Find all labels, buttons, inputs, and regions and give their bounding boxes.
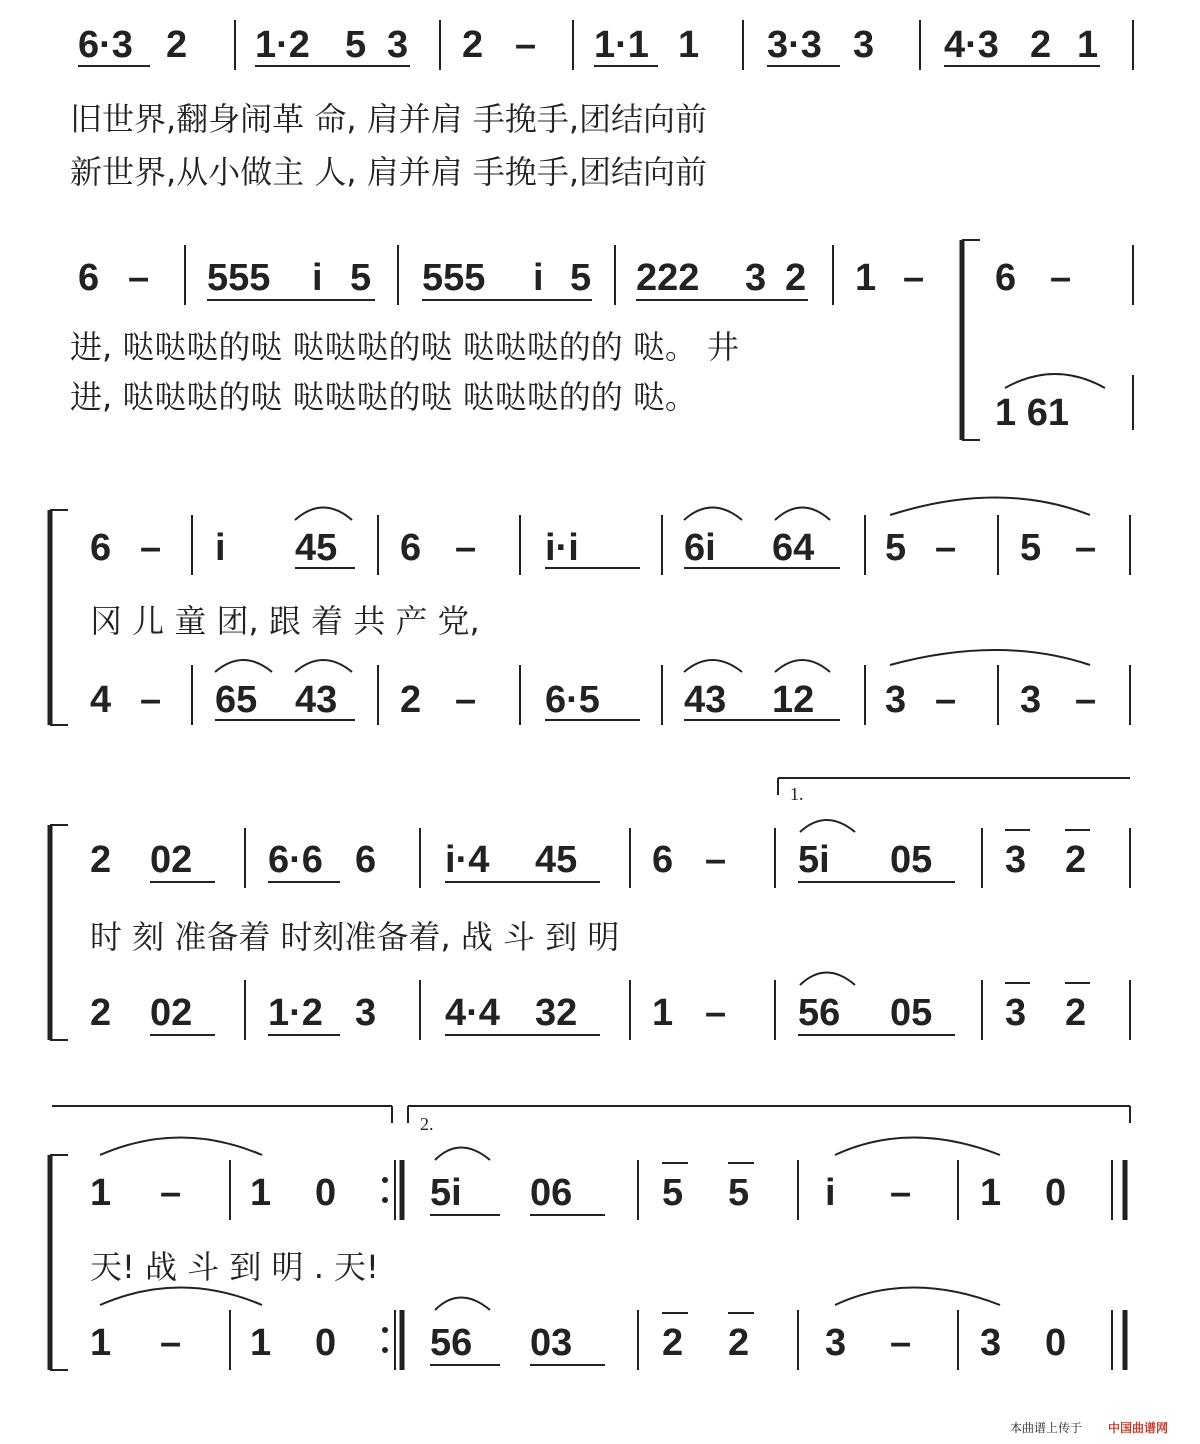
note: 65 xyxy=(215,679,258,721)
note: 6i xyxy=(684,527,716,569)
note: – xyxy=(890,1172,912,1214)
note: – xyxy=(140,527,162,569)
note: 6 xyxy=(652,839,674,881)
note: i·4 xyxy=(445,839,490,881)
note: 5i xyxy=(430,1172,462,1214)
note: – xyxy=(140,679,162,721)
note: 64 xyxy=(772,527,815,569)
slur xyxy=(215,660,272,672)
slur xyxy=(775,508,830,521)
note: 56 xyxy=(430,1322,473,1364)
note: i xyxy=(533,257,544,299)
note: – xyxy=(128,257,150,299)
note: 3 xyxy=(825,1322,847,1364)
note: 3 xyxy=(745,257,767,299)
slur xyxy=(435,1148,490,1161)
note: 6·6 xyxy=(268,839,323,881)
note: – xyxy=(455,527,477,569)
note: 5 xyxy=(885,527,907,569)
note: 45 xyxy=(295,527,338,569)
note: 1 xyxy=(90,1172,112,1214)
note: 02 xyxy=(150,992,193,1034)
slur xyxy=(295,508,352,521)
tie xyxy=(835,1288,1000,1306)
lyric-line-2: 新世界,从小做主 人, 肩并肩 手挽手,团结向前 xyxy=(70,153,708,191)
note: 2 xyxy=(90,839,112,881)
note: 3 xyxy=(1005,839,1027,881)
note: 6·5 xyxy=(545,679,600,721)
note: 5 xyxy=(728,1172,750,1214)
volta-label: 2. xyxy=(420,1114,434,1134)
tie xyxy=(890,498,1090,516)
note: 1·1 xyxy=(594,24,649,66)
note: 1 xyxy=(980,1172,1002,1214)
note: 1 xyxy=(250,1322,272,1364)
note: 2 xyxy=(462,24,484,66)
lyric-line-1: 时 刻 准备着 时刻准备着, 战 斗 到 明 xyxy=(90,918,620,956)
note: 1·2 xyxy=(268,992,323,1034)
note: – xyxy=(705,992,727,1034)
repeat-dot xyxy=(382,1347,388,1353)
uploaded-text: 本曲谱上传于 xyxy=(1010,1421,1083,1435)
tie xyxy=(100,1288,262,1306)
note: 4 xyxy=(90,679,112,721)
slur xyxy=(435,1298,490,1311)
note: 3 xyxy=(355,992,377,1034)
note: 3 xyxy=(980,1322,1002,1364)
note: – xyxy=(935,679,957,721)
note: – xyxy=(1075,679,1097,721)
note: 06 xyxy=(530,1172,573,1214)
note: 2 xyxy=(166,24,188,66)
note: 5i xyxy=(798,839,830,881)
note: – xyxy=(1050,257,1072,299)
volta-label: 1. xyxy=(790,784,804,804)
note: – xyxy=(935,527,957,569)
row-5 xyxy=(50,1106,1130,1370)
note: – xyxy=(1075,527,1097,569)
slur xyxy=(800,973,855,986)
note: 6 xyxy=(355,839,377,881)
note: 2 xyxy=(1030,24,1052,66)
note: 45 xyxy=(535,839,578,881)
note: – xyxy=(455,679,477,721)
note: 3 xyxy=(885,679,907,721)
note: – xyxy=(705,839,727,881)
note: 0 xyxy=(1045,1322,1067,1364)
slur xyxy=(1005,374,1105,388)
note: 32 xyxy=(535,992,578,1034)
note: 1 xyxy=(678,24,700,66)
note: 43 xyxy=(684,679,727,721)
note: 5 xyxy=(1020,527,1042,569)
note: 0 xyxy=(315,1322,337,1364)
lyric-line-1: 进, 哒哒哒的哒 哒哒哒的哒 哒哒哒的的 哒。 井 xyxy=(70,328,740,366)
note: – xyxy=(903,257,925,299)
note: 4·4 xyxy=(445,992,500,1034)
lyric-line-1: 冈 儿 童 团, 跟 着 共 产 党, xyxy=(90,602,480,640)
note: 5 xyxy=(345,24,367,66)
note: 222 xyxy=(636,257,700,299)
note: 0 xyxy=(315,1172,337,1214)
note: 02 xyxy=(150,839,193,881)
note: 03 xyxy=(530,1322,573,1364)
note: 6 xyxy=(78,257,100,299)
site-brand: 中国曲谱网 xyxy=(1108,1421,1169,1435)
note: i·i xyxy=(545,527,579,569)
row-1 xyxy=(70,20,1133,191)
slur xyxy=(684,508,742,521)
note: 05 xyxy=(890,992,933,1034)
row-3 xyxy=(50,498,1130,726)
note: 3 xyxy=(387,24,409,66)
note: 5 xyxy=(662,1172,684,1214)
note: 3 xyxy=(1020,679,1042,721)
row-2 xyxy=(70,240,1133,440)
note: 43 xyxy=(295,679,338,721)
note: 3 xyxy=(1005,992,1027,1034)
note: 1 xyxy=(1077,24,1099,66)
note: 1 61 xyxy=(995,392,1069,434)
lyric-line-2: 进, 哒哒哒的哒 哒哒哒的哒 哒哒哒的的 哒。 xyxy=(70,378,697,416)
note: 6 xyxy=(90,527,112,569)
note: 6 xyxy=(995,257,1017,299)
lyric-line-1: 天! 战 斗 到 明 . 天! xyxy=(90,1248,379,1286)
repeat-dot xyxy=(382,1327,388,1333)
slur xyxy=(775,660,830,672)
note: 6·3 xyxy=(78,24,133,66)
note: 5 xyxy=(350,257,372,299)
tie xyxy=(100,1138,262,1156)
note: 1·2 xyxy=(255,24,310,66)
note: 2 xyxy=(1065,839,1087,881)
note: 3 xyxy=(853,24,875,66)
tie xyxy=(890,650,1090,665)
note: 5 xyxy=(570,257,592,299)
slur xyxy=(295,660,352,672)
note: 6 xyxy=(400,527,422,569)
note: 1 xyxy=(250,1172,272,1214)
note: i xyxy=(215,527,226,569)
note: – xyxy=(160,1172,182,1214)
note: 2 xyxy=(728,1322,750,1364)
note: 1 xyxy=(855,257,877,299)
slur xyxy=(684,660,742,672)
tie xyxy=(835,1138,1000,1156)
note: 1 xyxy=(90,1322,112,1364)
note: 2 xyxy=(785,257,807,299)
row-4 xyxy=(50,778,1130,1040)
note: 4·3 xyxy=(944,24,999,66)
repeat-dot xyxy=(382,1177,388,1183)
note: i xyxy=(312,257,323,299)
note: 2 xyxy=(400,679,422,721)
note: 3·3 xyxy=(767,24,822,66)
note: 2 xyxy=(662,1322,684,1364)
note: – xyxy=(890,1322,912,1364)
note: – xyxy=(160,1322,182,1364)
note: 2 xyxy=(90,992,112,1034)
note: 1 xyxy=(652,992,674,1034)
note: 555 xyxy=(422,257,486,299)
slur xyxy=(800,820,855,832)
note: 2 xyxy=(1065,992,1087,1034)
note: 12 xyxy=(772,679,815,721)
note: 0 xyxy=(1045,1172,1067,1214)
note: i xyxy=(825,1172,836,1214)
lyric-line-1: 旧世界,翻身闹革 命, 肩并肩 手挽手,团结向前 xyxy=(70,100,708,138)
footer xyxy=(1010,1420,1168,1435)
note: 05 xyxy=(890,839,933,881)
note: – xyxy=(515,24,537,66)
note: 56 xyxy=(798,992,841,1034)
repeat-dot xyxy=(382,1197,388,1203)
note: 555 xyxy=(207,257,271,299)
